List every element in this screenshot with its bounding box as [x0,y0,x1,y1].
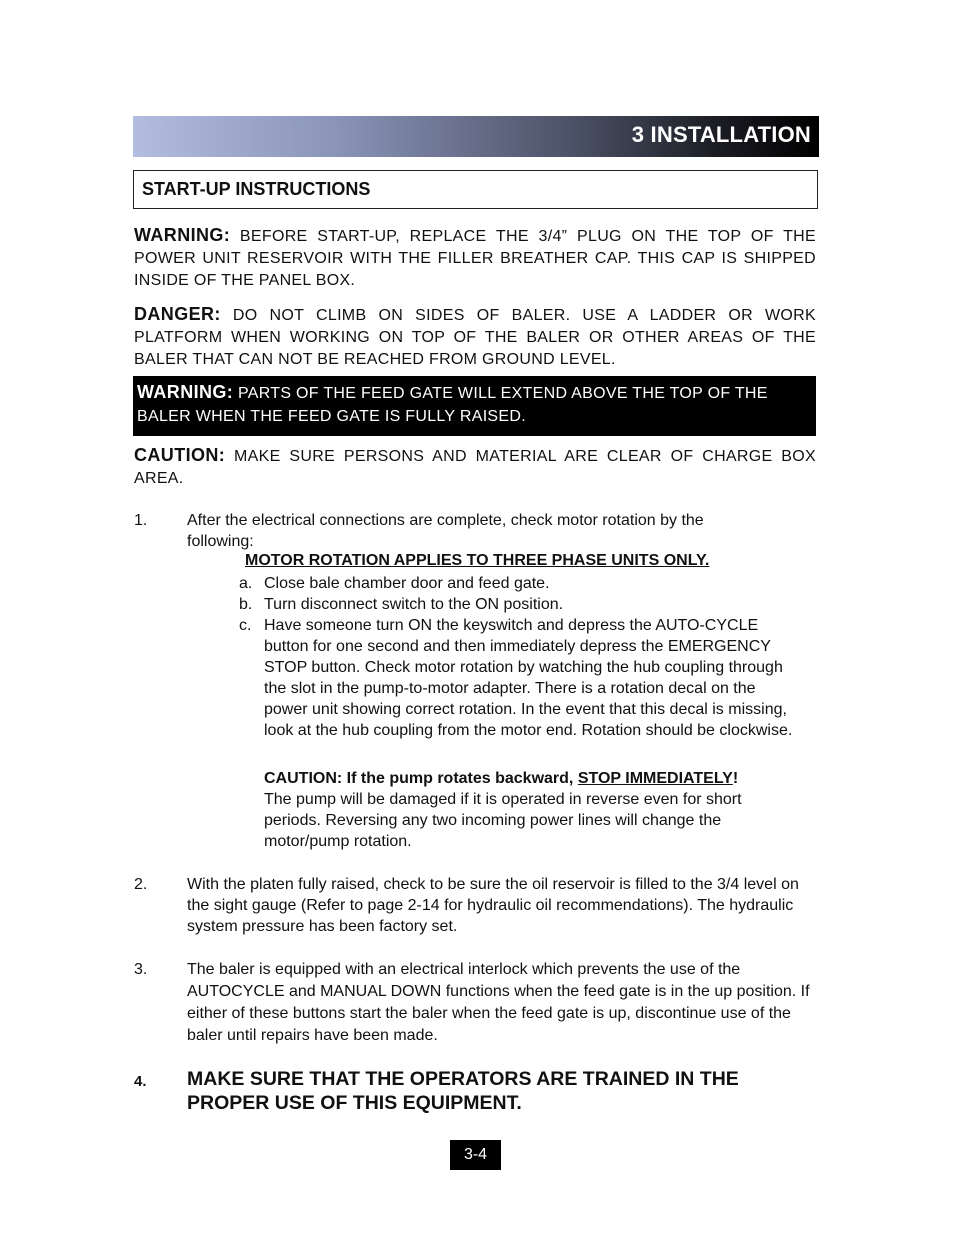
pump-caution-lead: CAUTION: If the pump rotates backward, [264,770,578,787]
list-item-letter: c. [239,617,252,634]
step-text: The baler is equipped with an electrical interlock which prevents the use of the AUTOCYCLE and MANUAL DOWN functions when the feed gate is in the up position. If either of these buttons start the baler when the feed gate is up, discontinue use of the baler until repairs have been made. [187,961,810,1044]
step-4 [134,1067,818,1115]
list-item [239,615,794,741]
notice-text: PARTS OF THE FEED GATE WILL EXTEND ABOVE THE TOP OF THE BALER WHEN THE FEED GATE IS FULLY RAISED. [137,385,768,425]
notice-label: WARNING: [137,382,234,402]
step-text: After the electrical connections are complete, check motor rotation by the following: [187,512,704,550]
stop-immediately-text: STOP IMMEDIATELY [577,770,733,787]
step-text: With the platen fully raised, check to be sure the oil reservoir is filled to the 3/4 level on the sight gauge (Refer to page 2-14 for hydraulic oil recommendations). The hydraulic system pressure has been factory set. [187,876,799,935]
section-header-box [133,170,818,209]
page-number: 3-4 [450,1140,501,1170]
list-item [239,573,799,594]
exclamation: ! [732,770,739,787]
chapter-banner [133,116,819,157]
notice-label: DANGER: [134,304,221,324]
step-number: 1. [134,512,148,529]
notice-label: WARNING: [134,225,231,245]
notice-text: BEFORE START-UP, REPLACE THE 3/4” PLUG ON THE TOP OF THE POWER UNIT RESERVOIR WITH THE FILLER BREATHER CAP. THIS CAP IS SHIPPED INSIDE OF THE PANEL BOX. [134,228,816,289]
section-title: START-UP INSTRUCTIONS [142,179,371,199]
notice-text: MAKE SURE PERSONS AND MATERIAL ARE CLEAR OF CHARGE BOX AREA. [134,448,816,487]
motor-rotation-list [239,573,799,741]
list-item [239,594,799,615]
step-number: 3. [134,961,148,978]
list-item-letter: b. [239,596,253,613]
warning-notice-feed-gate [133,376,816,436]
step-1 [134,510,774,552]
danger-notice [134,303,816,371]
motor-rotation-heading: MOTOR ROTATION APPLIES TO THREE PHASE UNITS ONLY. [245,552,710,569]
list-item-letter: a. [239,575,253,592]
notice-text: DO NOT CLIMB ON SIDES OF BALER. USE A LADDER OR WORK PLATFORM WHEN WORKING ON TOP OF THE BALER OR OTHER AREAS OF THE BALER THAT CAN NOT BE REACHED FROM GROUND LEVEL. [134,307,816,368]
step-number: 4. [134,1073,147,1090]
caution-notice [134,444,816,490]
pump-caution-note [264,768,794,852]
step-2 [134,874,818,937]
warning-notice-start-up [134,224,816,292]
list-item-text: Close bale chamber door and feed gate. [264,575,550,592]
pump-caution-text: The pump will be damaged if it is operated in reverse even for short periods. Reversing any two incoming power lines will change the motor/pump rotation. [264,791,742,850]
notice-label: CAUTION: [134,445,226,465]
step-3 [134,959,818,1047]
chapter-title: 3 INSTALLATION [631,122,811,147]
step-text: MAKE SURE THAT THE OPERATORS ARE TRAINED IN THE PROPER USE OF THIS EQUIPMENT. [187,1068,739,1114]
step-number: 2. [134,876,148,893]
list-item-text: Have someone turn ON the keyswitch and depress the AUTO-CYCLE button for one second and then immediately depress the EMERGENCY STOP button. Check motor rotation by watching the hub coupling through the slot in the pump-to-motor adapter. There is a rotation decal on the power unit showing correct rotation. In the event that this decal is missing, look at the hub coupling from the motor end. Rotation should be clockwise. [264,617,793,739]
list-item-text: Turn disconnect switch to the ON position. [264,596,564,613]
